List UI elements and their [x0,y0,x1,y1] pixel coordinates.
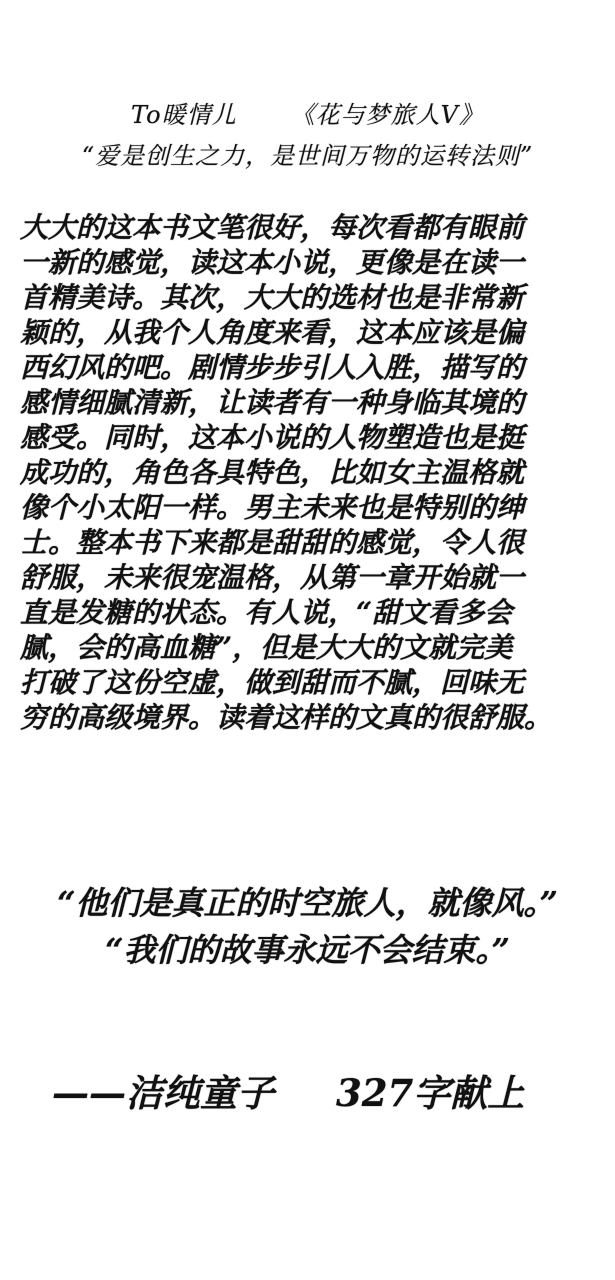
closing-quote-1: “他们是真正的时空旅人，就像风。” [57,884,558,922]
review-line: 舒服，未来很宠温格，从第一章开始就一 [20,561,525,594]
review-line: 颖的，从我个人角度来看，这本应该是偏 [20,316,525,349]
review-line: 感情细腻清新，让读者有一种身临其境的 [20,386,525,419]
review-line: 直是发糖的状态。有人说，“甜文看多会 [20,596,513,629]
signature-line [52,1063,524,1117]
word-count-note: 327字献上 [336,1071,525,1115]
review-line: 打破了这份空虚，做到甜而不腻，回味无 [20,666,525,699]
review-line: 像个小太阳一样。男主未来也是特别的绅 [20,491,525,524]
review-line: 穷的高级境界。读着这样的文真的很舒服。 [20,701,553,734]
review-line: 腻，会的高血糖”，但是大大的文就完美 [20,631,513,664]
review-line: 士。整本书下来都是甜甜的感觉，令人很 [20,526,525,559]
motto-line: “爱是创生之力，是世间万物的运转法则” [81,142,534,170]
dedication-text: To暖情儿 [131,101,237,129]
review-line: 大大的这本书文笔很好，每次看都有眼前 [20,211,525,244]
review-line: 一新的感觉，读这本小说，更像是在读一 [20,246,525,279]
review-line: 感受。同时，这本小说的人物塑造也是挺 [20,421,525,454]
review-line: 首精美诗。其次，大大的选材也是非常新 [20,281,525,314]
author-signature: ——洁纯童子 [52,1071,274,1115]
review-line: 成功的，角色各具特色，比如女主温格就 [20,456,525,489]
closing-quote-2: “我们的故事永远不会结束。” [105,931,510,969]
review-body [20,210,608,735]
book-title: 《花与梦旅人Ⅴ》 [290,101,484,129]
review-line: 西幻风的吧。剧情步步引人入胜，描写的 [20,351,525,384]
dedication-header [0,95,615,130]
